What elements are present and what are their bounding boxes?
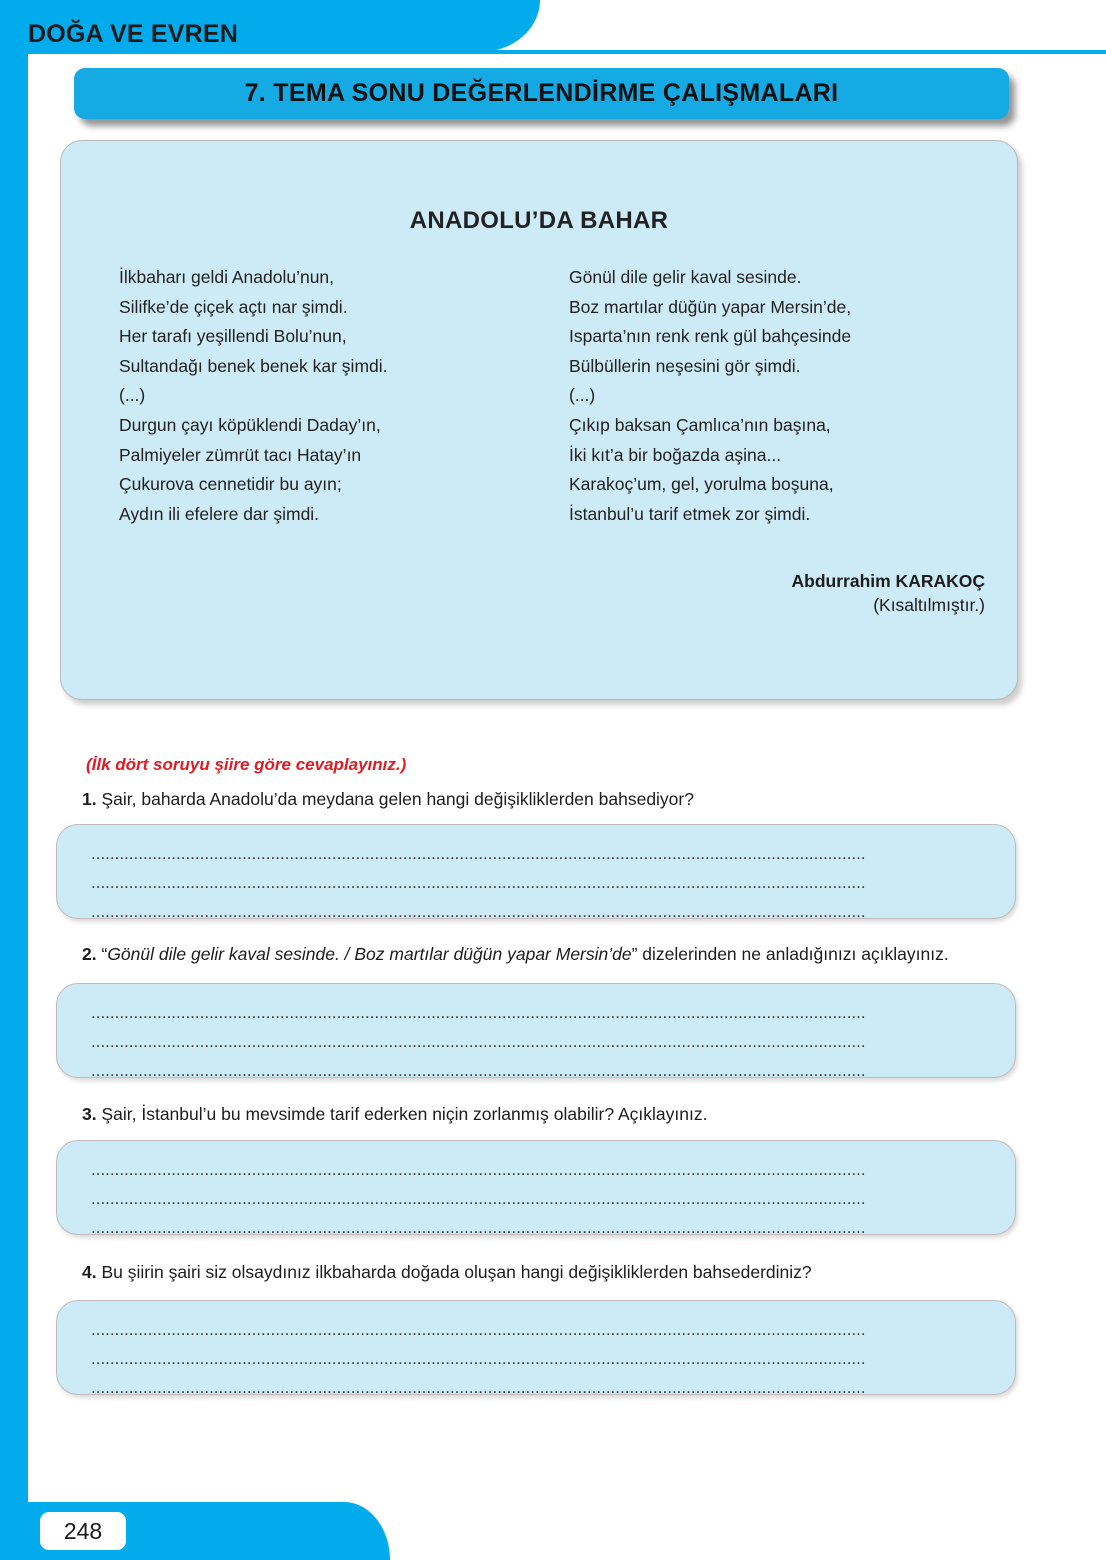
answer-line[interactable]: .................................................................................................................................................................... [91,873,866,892]
question-text-after: ” dizelerinden ne anladığınızı açıklayınız. [631,944,949,964]
poem-column-right [541,263,963,529]
poem-line: Sultandağı benek benek kar şimdi. [119,355,388,376]
poem-line: (...) [569,385,596,406]
answer-line[interactable]: .................................................................................................................................................................... [91,1160,866,1179]
poem-line: İlkbaharı geldi Anadolu’nun, [119,267,335,287]
header-rule [0,50,1106,54]
section-banner-title: 7. TEMA SONU DEĞERLENDİRME ÇALIŞMALARI [244,79,839,107]
poem-title: ANADOLU’DA BAHAR [409,207,669,234]
poem-line: İki kıt’a bir boğazda aşina... [569,444,782,465]
answer-box-1[interactable] [56,824,1016,919]
answer-line[interactable]: .................................................................................................................................................................... [91,1349,866,1368]
poem-line: Çukurova cennetidir bu ayın; [119,474,342,495]
poem-line: (...) [119,385,146,406]
exercise-section [0,755,1106,1395]
question-1 [82,784,1030,814]
poem-line: Aydın ili efelere dar şimdi. [119,503,320,524]
poem-panel [60,140,1018,700]
answer-line[interactable]: .................................................................................................................................................................... [91,844,866,863]
answer-line[interactable]: .................................................................................................................................................................... [91,1003,866,1022]
poem-line: Isparta’nın renk renk gül bahçesinde [569,326,852,347]
poem-line: Palmiyeler zümrüt tacı Hatay’ın [119,444,362,465]
poem-line: Silifke’de çiçek açtı nar şimdi. [119,296,348,317]
answer-box-2[interactable] [56,983,1016,1078]
question-text: Şair, İstanbul’u bu mevsimde tarif ederken niçin zorlanmış olabilir? Açıklayınız. [96,1104,708,1124]
answer-line[interactable]: .................................................................................................................................................................... [91,1061,866,1078]
question-3 [82,1099,1030,1129]
poem-column-left [119,263,541,529]
poem-line: Karakoç’um, gel, yorulma boşuna, [569,474,834,495]
poem-attribution [61,571,1017,616]
question-number: 4. [82,1262,97,1282]
answer-line[interactable]: .................................................................................................................................................................... [91,1189,866,1208]
question-quote: Gönül dile gelir kaval sesinde. / Boz martılar düğün yapar Mersin’de [107,944,632,964]
answer-line[interactable]: .................................................................................................................................................................... [91,902,866,919]
question-number: 1. [82,789,97,809]
answer-line[interactable]: .................................................................................................................................................................... [91,1032,866,1051]
answer-line[interactable]: .................................................................................................................................................................... [91,1378,866,1395]
poem-author-name: Abdurrahim KARAKOÇ [791,571,985,592]
poem-line: Boz martılar düğün yapar Mersin’de, [569,296,852,317]
question-number: 2. [82,944,97,964]
section-banner-wrap [74,68,1009,119]
poem-line: İstanbul’u tarif etmek zor şimdi. [569,503,811,524]
poem-columns [61,263,1017,529]
answer-box-4[interactable] [56,1300,1016,1395]
question-number: 3. [82,1104,97,1124]
poem-line: Çıkıp baksan Çamlıca’nın başına, [569,414,831,435]
poem-line: Bülbüllerin neşesini gör şimdi. [569,355,801,376]
question-2 [82,939,1030,969]
question-4 [82,1257,1030,1287]
page-number-badge: 248 [40,1512,126,1550]
exercise-instruction: (İlk dört soruyu şiire göre cevaplayınız.) [86,755,407,774]
question-text-before: “ [96,944,108,964]
section-banner [74,68,1009,119]
unit-title: DOĞA VE EVREN [28,20,239,48]
poem-author-note: (Kısaltılmıştır.) [873,595,985,616]
question-text: Şair, baharda Anadolu’da meydana gelen hangi değişikliklerden bahsediyor? [96,789,694,809]
answer-box-3[interactable] [56,1140,1016,1235]
poem-line: Her tarafı yeşillendi Bolu’nun, [119,326,347,347]
poem-line: Durgun çayı köpüklendi Daday’ın, [119,414,381,435]
question-text: Bu şiirin şairi siz olsaydınız ilkbaharda doğada oluşan hangi değişikliklerden bahsederdiniz? [96,1262,812,1282]
poem-line: Gönül dile gelir kaval sesinde. [569,267,802,287]
answer-line[interactable]: .................................................................................................................................................................... [91,1218,866,1235]
answer-line[interactable]: .................................................................................................................................................................... [91,1320,866,1339]
